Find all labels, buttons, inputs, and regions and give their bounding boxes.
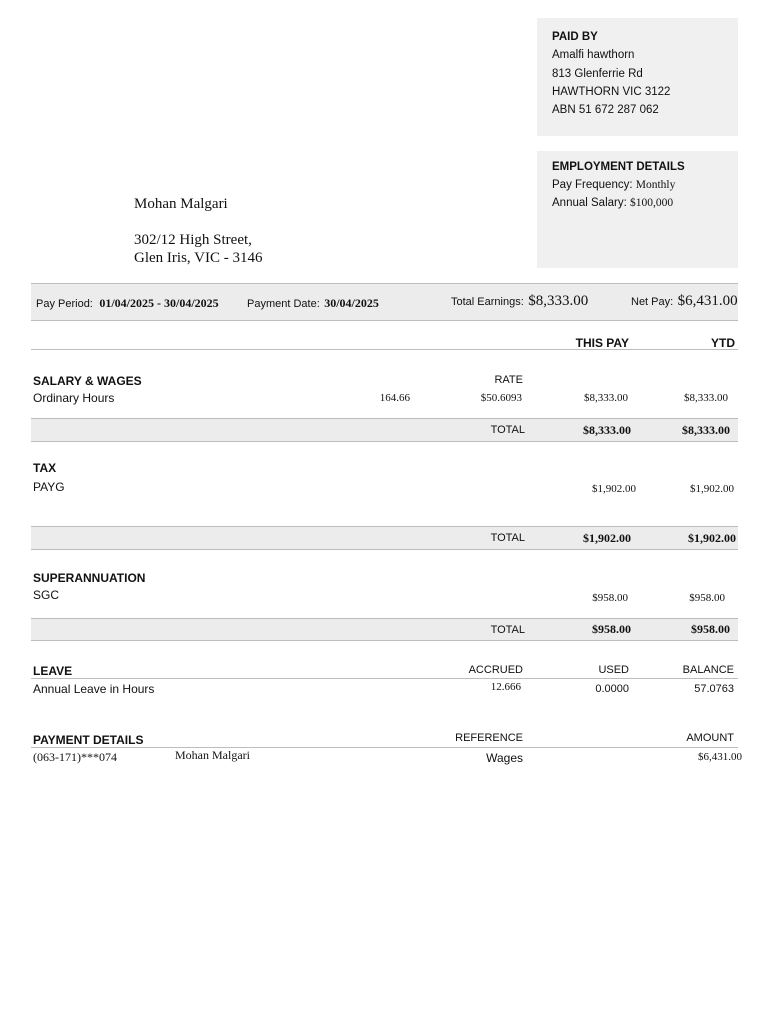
annual-salary bbox=[552, 194, 673, 212]
tax-total-ytd: $1,902.00 bbox=[688, 531, 736, 545]
employer-street: 813 Glenferrie Rd bbox=[552, 68, 643, 80]
payment-heading: PAYMENT DETAILS bbox=[33, 733, 144, 747]
used-header: USED bbox=[598, 664, 629, 676]
ordinary-hours-label: Ordinary Hours bbox=[33, 391, 115, 405]
payment-date-label: Payment Date: bbox=[247, 298, 320, 310]
annual-leave-balance: 57.0763 bbox=[694, 683, 734, 695]
tax-total-label: TOTAL bbox=[490, 532, 525, 544]
paid-by-box bbox=[537, 18, 738, 136]
total-earnings-label: Total Earnings: bbox=[451, 296, 524, 308]
paid-by-heading: PAID BY bbox=[552, 31, 598, 43]
net-pay bbox=[631, 292, 738, 310]
salary-total-band bbox=[31, 418, 738, 442]
employee-address-line1: 302/12 High Street, bbox=[134, 232, 252, 248]
employer-name: Amalfi hawthorn bbox=[552, 49, 635, 61]
payment-header-rule bbox=[31, 747, 738, 748]
payment-date bbox=[247, 294, 379, 312]
payment-amount: $6,431.00 bbox=[698, 751, 742, 763]
annual-leave-label: Annual Leave in Hours bbox=[33, 682, 155, 696]
payment-account: (063-171)***074 bbox=[33, 750, 117, 764]
payg-label: PAYG bbox=[33, 480, 65, 494]
amount-header: AMOUNT bbox=[686, 732, 734, 744]
employee-address-line2: Glen Iris, VIC - 3146 bbox=[134, 250, 263, 266]
accrued-header: ACCRUED bbox=[468, 664, 523, 676]
total-earnings bbox=[451, 292, 588, 310]
salary-total-this-pay: $8,333.00 bbox=[583, 423, 631, 437]
pay-summary-band bbox=[31, 283, 738, 321]
rate-header: RATE bbox=[494, 374, 523, 386]
employer-city: HAWTHORN VIC 3122 bbox=[552, 86, 671, 98]
reference-header: REFERENCE bbox=[455, 732, 523, 744]
salary-heading: SALARY & WAGES bbox=[33, 374, 142, 388]
pay-period bbox=[36, 294, 219, 312]
tax-heading: TAX bbox=[33, 461, 57, 475]
annual-leave-used: 0.0000 bbox=[595, 683, 629, 695]
payg-this-pay: $1,902.00 bbox=[592, 483, 636, 495]
total-earnings-value: $8,333.00 bbox=[528, 293, 589, 309]
employee-name: Mohan Malgari bbox=[134, 196, 228, 212]
pay-period-label: Pay Period: bbox=[36, 298, 93, 310]
payment-account-name: Mohan Malgari bbox=[175, 748, 250, 762]
super-heading: SUPERANNUATION bbox=[33, 571, 146, 585]
net-pay-label: Net Pay: bbox=[631, 296, 674, 308]
ordinary-hours-rate: $50.6093 bbox=[480, 392, 522, 404]
sgc-ytd: $958.00 bbox=[689, 592, 725, 604]
annual-salary-label: Annual Salary: bbox=[552, 197, 627, 209]
ytd-header: YTD bbox=[711, 336, 735, 350]
net-pay-value: $6,431.00 bbox=[677, 293, 738, 309]
pay-period-value: 01/04/2025 - 30/04/2025 bbox=[99, 296, 219, 310]
super-total-ytd: $958.00 bbox=[691, 622, 730, 636]
tax-total-band bbox=[31, 526, 738, 550]
super-total-this-pay: $958.00 bbox=[592, 622, 631, 636]
super-total-label: TOTAL bbox=[490, 624, 525, 636]
salary-total-label: TOTAL bbox=[490, 424, 525, 436]
ordinary-hours-qty: 164.66 bbox=[379, 392, 410, 404]
sgc-label: SGC bbox=[33, 588, 60, 602]
annual-salary-value: $100,000 bbox=[630, 197, 674, 209]
leave-heading: LEAVE bbox=[33, 664, 73, 678]
pay-frequency-label: Pay Frequency: bbox=[552, 179, 633, 191]
employer-abn: ABN 51 672 287 062 bbox=[552, 104, 659, 116]
annual-leave-accrued: 12.666 bbox=[490, 681, 521, 693]
this-pay-header: THIS PAY bbox=[575, 336, 629, 350]
salary-total-ytd: $8,333.00 bbox=[682, 423, 730, 437]
payment-reference: Wages bbox=[486, 751, 523, 765]
column-header-rule bbox=[31, 349, 738, 350]
employment-details-box bbox=[537, 151, 738, 268]
balance-header: BALANCE bbox=[682, 664, 734, 676]
ordinary-hours-ytd: $8,333.00 bbox=[684, 392, 728, 404]
pay-frequency bbox=[552, 176, 675, 194]
pay-frequency-value: Monthly bbox=[635, 179, 676, 191]
payment-date-value: 30/04/2025 bbox=[324, 296, 379, 310]
ordinary-hours-this-pay: $8,333.00 bbox=[584, 392, 628, 404]
leave-header-rule bbox=[31, 678, 738, 679]
tax-total-this-pay: $1,902.00 bbox=[583, 531, 631, 545]
payg-ytd: $1,902.00 bbox=[690, 483, 734, 495]
super-total-band bbox=[31, 618, 738, 641]
sgc-this-pay: $958.00 bbox=[592, 592, 628, 604]
employment-heading: EMPLOYMENT DETAILS bbox=[552, 161, 685, 173]
